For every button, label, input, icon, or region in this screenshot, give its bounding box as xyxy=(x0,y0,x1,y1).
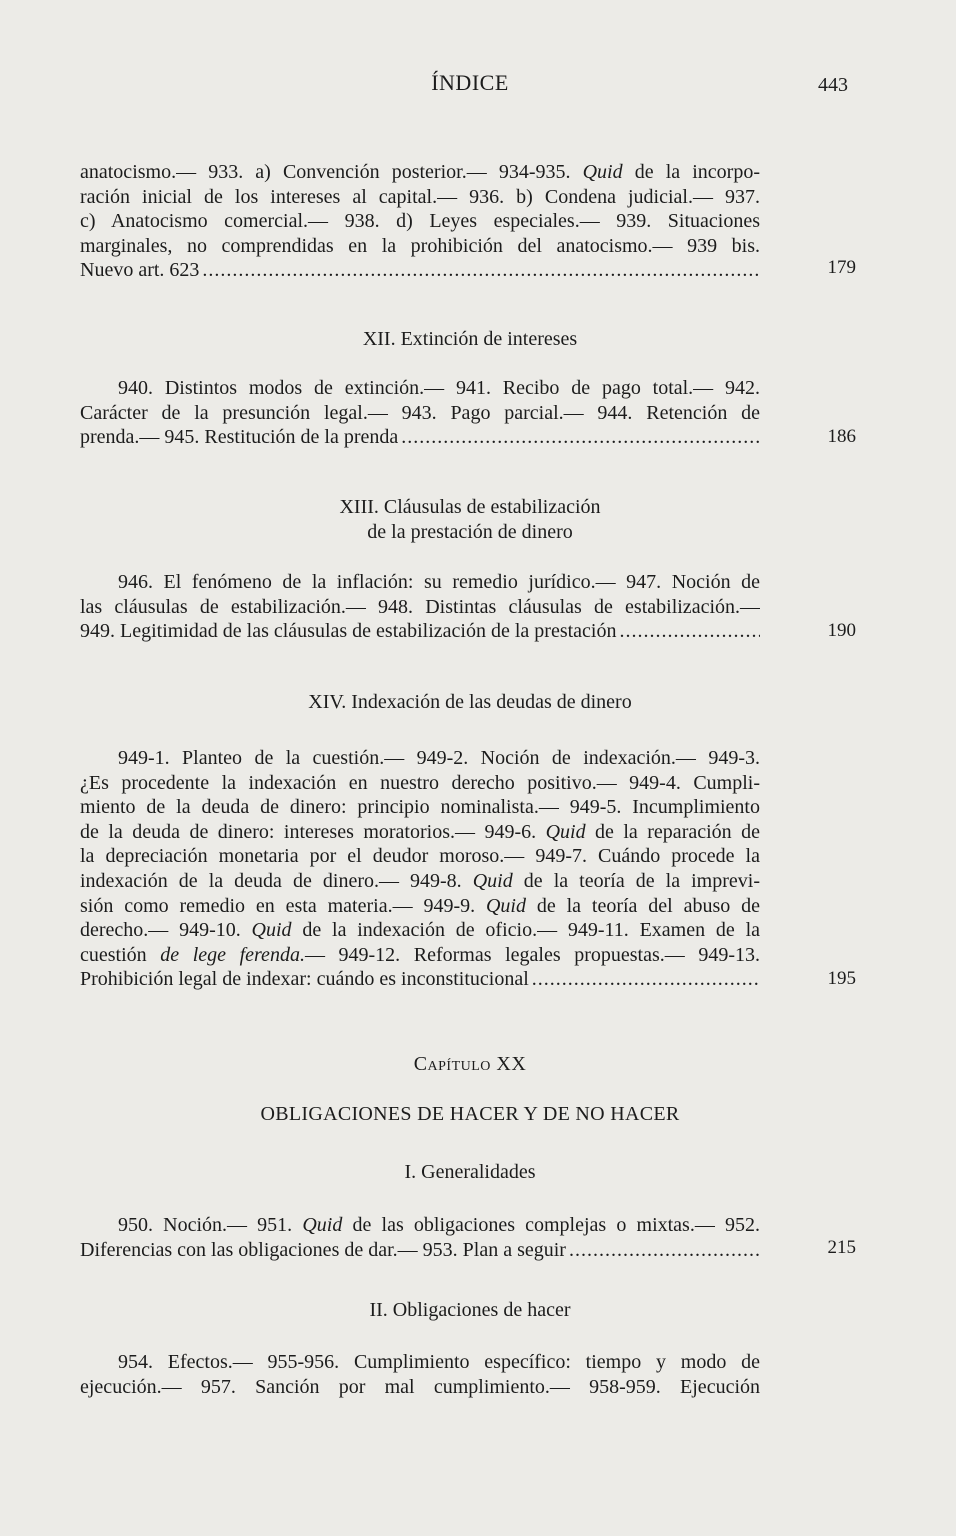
index-entry-indexacion xyxy=(80,746,760,992)
page-number: 443 xyxy=(818,74,848,96)
entry-page-number: 190 xyxy=(827,620,856,641)
entry-line: ¿Es procedente la indexación en nuestro derecho positivo.— 949-4. Cumpli- xyxy=(80,771,760,794)
entry-line: anatocismo.— 933. a) Convención posterior.— 934-935. Quid de la incorpo- xyxy=(80,161,760,183)
section-heading-hacer: II. Obligaciones de hacer xyxy=(369,1299,571,1321)
index-entry-hacer xyxy=(80,1350,760,1399)
section-heading-generalidades: I. Generalidades xyxy=(404,1161,536,1183)
index-entry-generalidades xyxy=(80,1213,760,1262)
chapter-title: OBLIGACIONES DE HACER Y DE NO HACER xyxy=(260,1103,680,1125)
entry-last-text: Diferencias con las obligaciones de dar.— 953. Plan a seguir xyxy=(80,1238,566,1261)
entry-last-line xyxy=(80,619,760,644)
entry-last-line xyxy=(80,1238,760,1263)
entry-line: ejecución.— 957. Sanción por mal cumplimiento.— 958-959. Ejecución xyxy=(80,1375,760,1398)
entry-line: 950. Noción.— 951. Quid de las obligaciones complejas o mixtas.— 952. xyxy=(118,1214,760,1236)
entry-line: sión como remedio en esta materia.— 949-9. Quid de la teoría del abuso de xyxy=(80,894,760,917)
entry-line: cuestión de lege ferenda.— 949-12. Reformas legales propuestas.— 949-13. xyxy=(80,943,760,966)
entry-line: derecho.— 949-10. Quid de la indexación de oficio.— 949-11. Examen de la xyxy=(80,919,760,942)
leader-dots xyxy=(202,258,760,283)
entry-last-text: Nuevo art. 623 xyxy=(80,259,200,282)
entry-last-text: 949. Legitimidad de las cláusulas de estabilización de la prestación xyxy=(80,620,617,643)
entry-line: marginales, no comprendidas en la prohibición del anatocismo.— 939 bis. xyxy=(80,234,760,257)
running-header-title: ÍNDICE xyxy=(431,70,509,95)
entry-last-text: Prohibición legal de indexar: cuándo es inconstitucional xyxy=(80,968,529,991)
entry-line: de la deuda de dinero: intereses moratorios.— 949-6. Quid de la reparación de xyxy=(80,820,760,843)
entry-page-number: 215 xyxy=(827,1237,856,1258)
section-heading-xii: XII. Extinción de intereses xyxy=(362,328,578,350)
entry-line: c) Anatocismo comercial.— 938. d) Leyes especiales.— 939. Situaciones xyxy=(80,210,760,233)
leader-dots xyxy=(532,967,760,992)
entry-last-line xyxy=(80,425,760,450)
entry-line: 949-1. Planteo de la cuestión.— 949-2. Noción de indexación.— 949-3. xyxy=(118,747,760,769)
entry-last-line xyxy=(80,967,760,992)
section-heading-xiv: XIV. Indexación de las deudas de dinero xyxy=(308,691,632,713)
entry-line: ración inicial de los intereses al capital.— 936. b) Condena judicial.— 937. xyxy=(80,185,760,208)
index-entry-estabilizacion xyxy=(80,570,760,644)
entry-page-number: 179 xyxy=(827,257,856,278)
entry-line: indexación de la deuda de dinero.— 949-8. Quid de la teoría de la imprevi- xyxy=(80,869,760,892)
entry-line: la depreciación monetaria por el deudor moroso.— 949-7. Cuándo procede la xyxy=(80,845,760,868)
entry-line: 954. Efectos.— 955-956. Cumplimiento específico: tiempo y modo de xyxy=(118,1351,760,1373)
section-heading-xiii xyxy=(80,495,860,544)
heading-line: de la prestación de dinero xyxy=(367,520,573,543)
chapter-label: Capítulo XX xyxy=(413,1053,527,1075)
index-entry-anatocismo xyxy=(80,160,760,283)
entry-line: miento de la deuda de dinero: principio nominalista.— 949-5. Incumplimiento xyxy=(80,796,760,819)
entry-line: 940. Distintos modos de extinción.— 941. Recibo de pago total.— 942. xyxy=(118,377,760,399)
entry-line: las cláusulas de estabilización.— 948. Distintas cláusulas de estabilización.— xyxy=(80,595,760,618)
entry-last-line xyxy=(80,258,760,283)
index-entry-extincion xyxy=(80,376,760,450)
leader-dots xyxy=(619,619,760,644)
entry-line: 946. El fenómeno de la inflación: su remedio jurídico.— 947. Noción de xyxy=(118,571,760,593)
entry-page-number: 186 xyxy=(827,426,856,447)
entry-last-text: prenda.— 945. Restitución de la prenda xyxy=(80,426,399,449)
entry-line: Carácter de la presunción legal.— 943. Pago parcial.— 944. Retención de xyxy=(80,401,760,424)
heading-line: XIII. Cláusulas de estabilización xyxy=(339,496,601,518)
leader-dots xyxy=(569,1238,760,1263)
leader-dots xyxy=(401,425,760,450)
entry-page-number: 195 xyxy=(827,968,856,989)
